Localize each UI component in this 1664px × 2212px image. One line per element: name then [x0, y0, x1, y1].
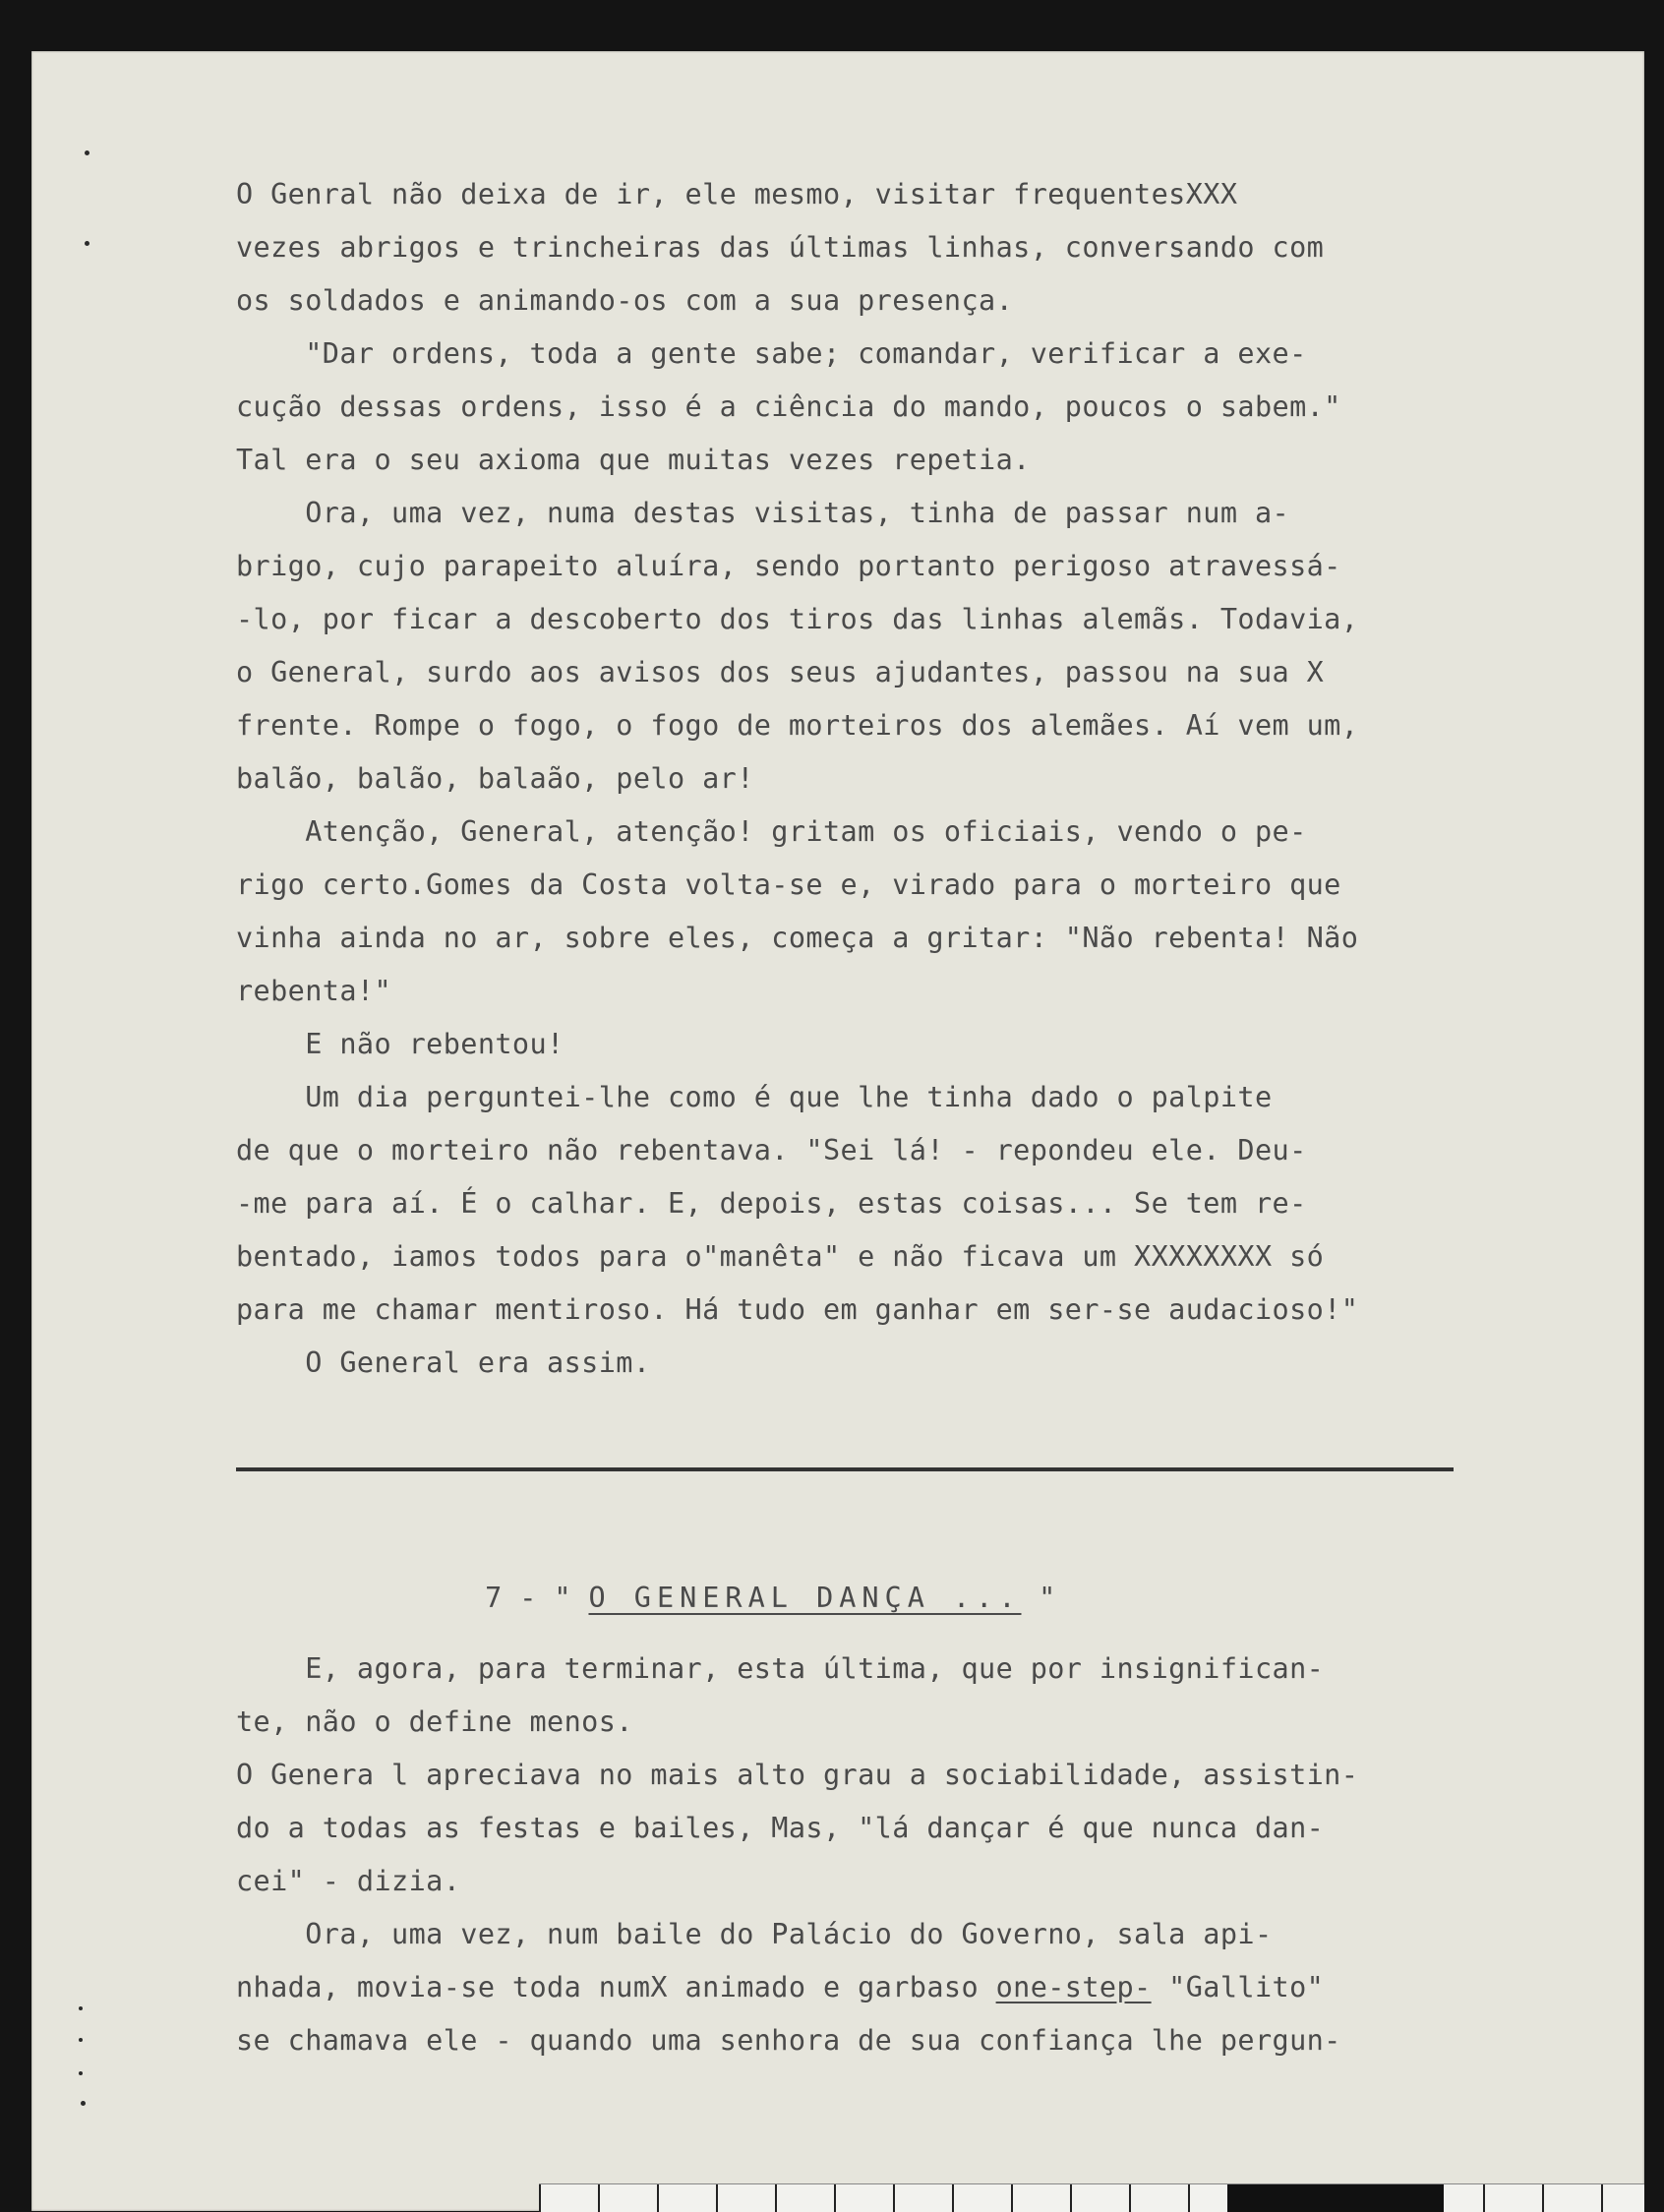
section-heading: [450, 1549, 1056, 1614]
ruler-tick: [1070, 2184, 1072, 2212]
text-line: E, agora, para terminar, esta última, que por insignifican-: [236, 1652, 1325, 1685]
text-line: O Genral não deixa de ir, ele mesmo, visitar frequentesXXX: [236, 178, 1238, 210]
text-line: rigo certo.Gomes da Costa volta-se e, virado para o morteiro que: [236, 868, 1341, 901]
section-number: 7 - ": [485, 1582, 571, 1614]
text-line: -me para aí. É o calhar. E, depois, estas coisas... Se tem re-: [236, 1187, 1307, 1220]
text-line: do a todas as festas e bailes, Mas, "lá dançar é que nunca dan-: [236, 1812, 1325, 1844]
ruler-tick: [775, 2184, 777, 2212]
text-line: [236, 1971, 1325, 2003]
punch-hole: [79, 2071, 83, 2075]
text-line: cução dessas ordens, isso é a ciência do mando, poucos o sabem.": [236, 390, 1341, 423]
punch-hole: [79, 2006, 83, 2010]
underlined-phrase: one-step-: [995, 1971, 1152, 2003]
text-line: O Genera l apreciava no mais alto grau a sociabilidade, assistin-: [236, 1759, 1359, 1791]
text-line: vezes abrigos e trincheiras das últimas linhas, conversando com: [236, 231, 1325, 264]
text-line: Tal era o seu axioma que muitas vezes repetia.: [236, 444, 1031, 476]
text-line: Um dia perguntei-lhe como é que lhe tinha dado o palpite: [236, 1081, 1273, 1113]
section-divider: [236, 1467, 1454, 1471]
text-line: os soldados e animando-os com a sua presença.: [236, 284, 1014, 317]
text-line: O General era assim.: [236, 1346, 651, 1379]
punch-hole: [85, 150, 89, 155]
punch-hole: [79, 2038, 83, 2042]
text-line: Ora, uma vez, num baile do Palácio do Governo, sala api-: [236, 1918, 1273, 1950]
text-line: Ora, uma vez, numa destas visitas, tinha de passar num a-: [236, 497, 1290, 529]
punch-hole: [81, 2101, 86, 2106]
text-line: rebenta!": [236, 975, 392, 1007]
ruler-tick: [1011, 2184, 1013, 2212]
text-line: E não rebentou!: [236, 1028, 565, 1060]
text-line: se chamava ele - quando uma senhora de sua confiança lhe pergun-: [236, 2024, 1341, 2057]
text-line: -lo, por ficar a descoberto dos tiros das linhas alemãs. Todavia,: [236, 603, 1359, 635]
text-segment: "Gallito": [1151, 1971, 1325, 2003]
ruler-tick: [893, 2184, 895, 2212]
text-line: cei" - dizia.: [236, 1865, 461, 1897]
ruler-tick: [834, 2184, 836, 2212]
ruler-tick: [1601, 2184, 1603, 2212]
text-line: balão, balão, balaão, pelo ar!: [236, 762, 754, 795]
text-line: "Dar ordens, toda a gente sabe; comandar, verificar a exe-: [236, 337, 1307, 370]
ruler-tick: [1129, 2184, 1131, 2212]
ruler-tick: [1542, 2184, 1544, 2212]
scan-ruler: [539, 2183, 1644, 2212]
ruler-tick: [598, 2184, 600, 2212]
ruler-tick: [952, 2184, 954, 2212]
section-title: O GENERAL DANÇA ...: [588, 1582, 1022, 1614]
text-line: para me chamar mentiroso. Há tudo em ganhar em ser-se audacioso!": [236, 1293, 1359, 1326]
text-line: o General, surdo aos avisos dos seus ajudantes, passou na sua X: [236, 656, 1325, 688]
text-line: de que o morteiro não rebentava. "Sei lá! - reponde͏u ele. Deu-: [236, 1134, 1307, 1166]
text-line: frente. Rompe o fogo, o fogo de morteiros dos alemães. Aí vem um,: [236, 709, 1359, 742]
text-line: bentado, iamos todos para o"manêta" e não ficava um XXXXXXXX só: [236, 1240, 1325, 1273]
text-line: te, não o define menos.: [236, 1705, 633, 1738]
text-line: brigo, cujo parapeito aluíra, sendo portanto perigoso atravessá-: [236, 550, 1341, 582]
ruler-black-band: [1227, 2184, 1444, 2212]
ruler-tick: [539, 2184, 541, 2212]
ruler-tick: [716, 2184, 718, 2212]
text-segment: nhada, movia-se toda numX animado e garbaso: [236, 1971, 996, 2003]
text-line: vinha ainda no ar, sobre eles, começa a gritar: "Não rebenta! Não: [236, 922, 1359, 954]
section-close-quote: ": [1039, 1582, 1056, 1614]
ruler-tick: [1188, 2184, 1190, 2212]
ruler-tick: [1483, 2184, 1485, 2212]
ruler-tick: [657, 2184, 659, 2212]
text-line: Atenção, General, atenção! gritam os oficiais, vendo o pe-: [236, 815, 1307, 848]
punch-hole: [85, 241, 89, 246]
